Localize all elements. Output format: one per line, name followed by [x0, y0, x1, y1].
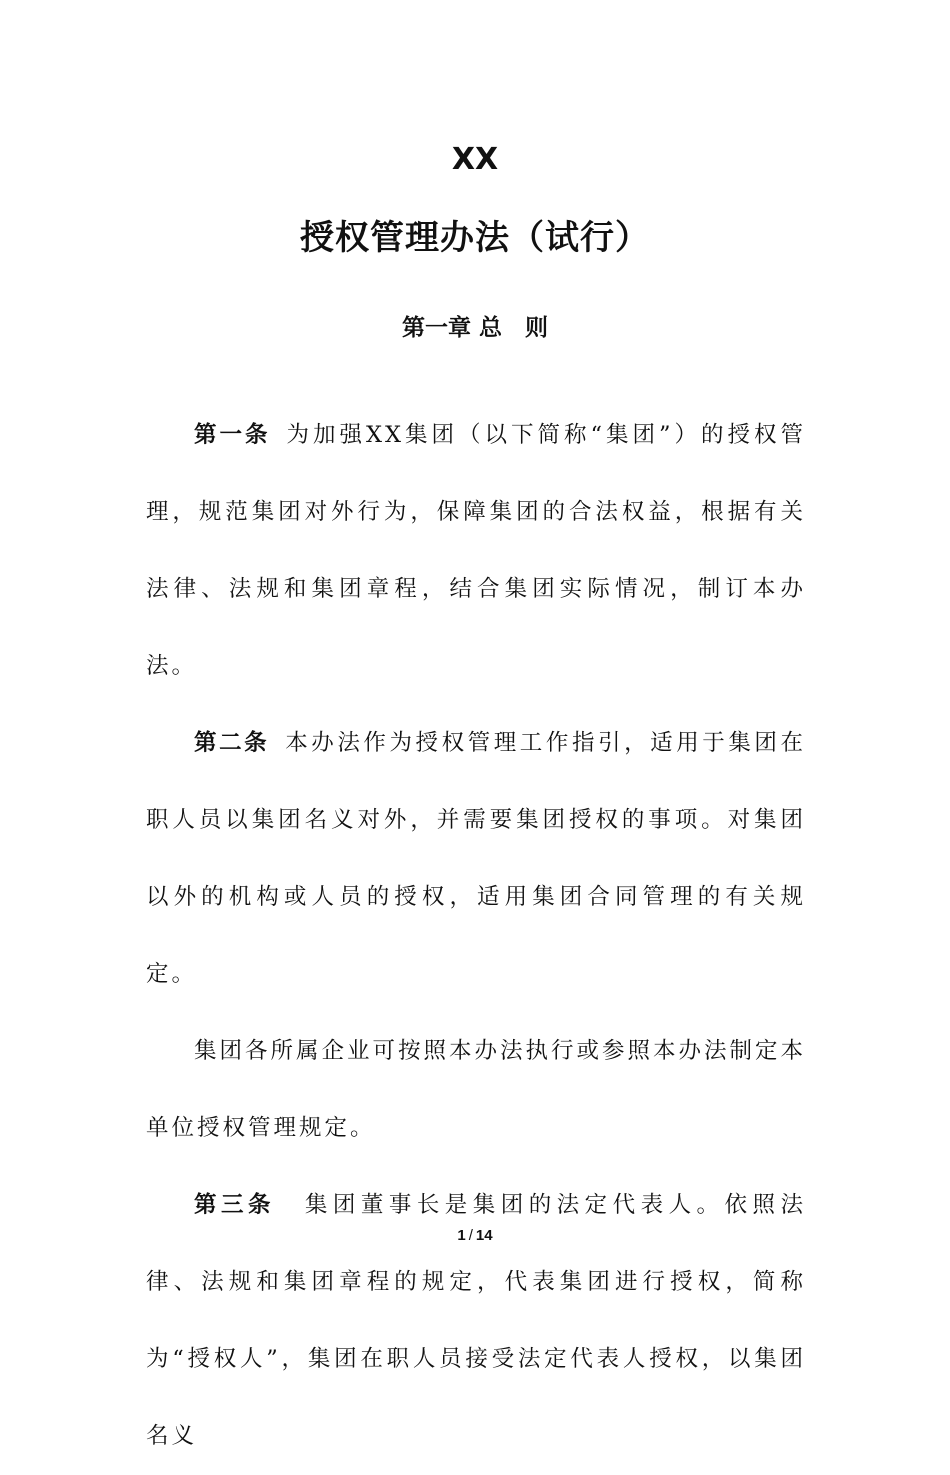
- paragraph-text: 集团各所属企业可按照本办法执行或参照本办法制定本单位授权管理规定。: [146, 1038, 807, 1141]
- article-2-supplement: [146, 1013, 806, 1167]
- document-title-prefix: XX: [451, 142, 499, 177]
- chapter-label: 第一章: [401, 315, 471, 341]
- document-body: [146, 397, 806, 1475]
- article-text: 本办法作为授权管理工作指引，适用于集团在职人员以集团名义对外，并需要集团授权的事项。对集团以外的机构或人员的授权，适用集团合同管理的有关规定。: [146, 730, 806, 987]
- page-number: [0, 1225, 950, 1247]
- chapter-heading: [0, 311, 950, 345]
- article-1: [146, 397, 806, 705]
- chapter-title: 总 则: [479, 315, 548, 341]
- article-number: 第二条: [194, 730, 270, 756]
- page-separator: /: [468, 1227, 473, 1244]
- page-current: 1: [457, 1227, 466, 1244]
- page-total: 14: [475, 1227, 493, 1244]
- document-title: 授权管理办法（试行）: [300, 218, 650, 258]
- article-number: 第一条: [194, 422, 271, 448]
- article-number: 第三条: [194, 1192, 275, 1218]
- article-text: 集团董事长是集团的法定代表人。依照法律、法规和集团章程的规定，代表集团进行授权，简称为“授权人”，集团在职人员接受法定代表人授权，以集团名义: [146, 1192, 806, 1449]
- article-3: [146, 1167, 806, 1475]
- article-text: 为加强XX集团（以下简称“集团”）的授权管理，规范集团对外行为，保障集团的合法权益，根据有关法律、法规和集团章程，结合集团实际情况，制订本办法。: [146, 422, 806, 679]
- article-2: [146, 705, 806, 1013]
